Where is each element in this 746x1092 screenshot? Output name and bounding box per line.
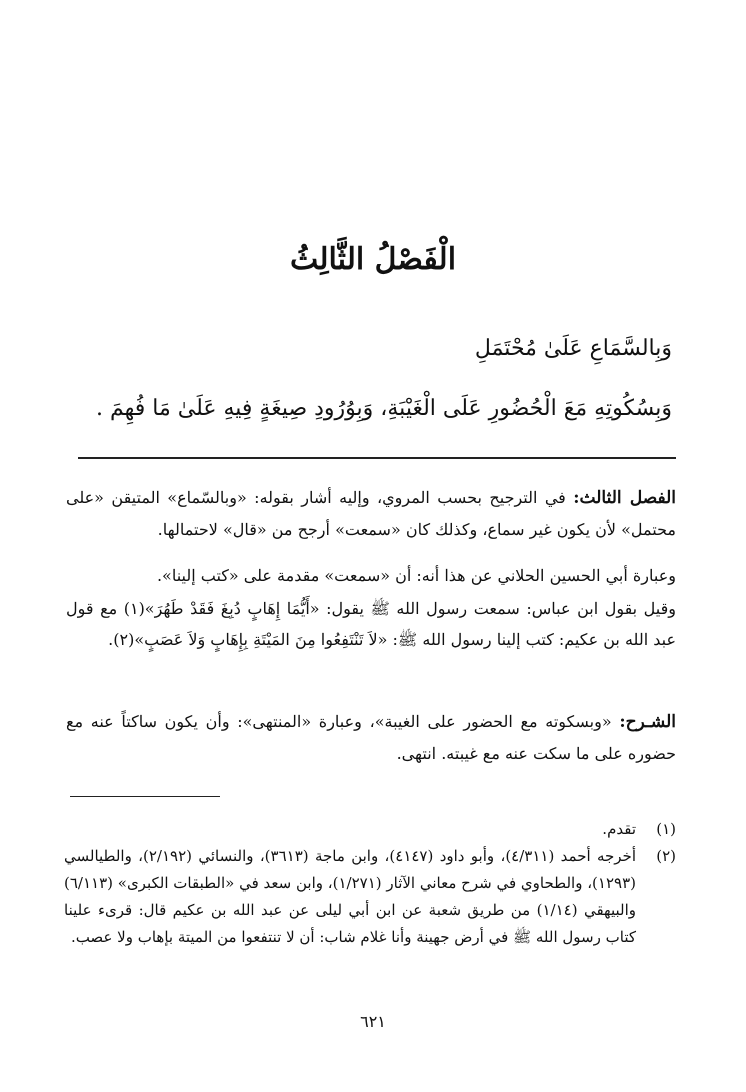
footnote-item [64,843,676,951]
verse-line-1: وَبِالسَّمَاعِ عَلَىٰ مُحْتَمَلِ [474,336,672,361]
paragraph-text: في الترجيح بحسب المروي، وإليه أشار بقوله: «وبالسّماع» المتيقن «على محتمل» لأن يكون غير سماع، وكذلك كان «سمعت» أرجح من «قال» لاحتمالها. [66,488,676,539]
section-label: الفصل الثالث: [573,488,676,508]
footnote-number: (٢) [656,847,676,865]
footnote-text: تقدم. [602,820,636,838]
commentary-paragraph-2: وعبارة أبي الحسين الحلاني عن هذا أنه: أن «سمعت» مقدمة على «كتب إلينا». [156,566,676,585]
commentary-paragraph-3: وقيل بقول ابن عباس: سمعت رسول الله ﷺ يقول: «أَيُّمَا إِهَابٍ دُبِغَ فَقَدْ طَهُرَ»(١) مع قول عبد الله بن عكيم: كتب إلينا رسول الله ﷺ: «لاَ تَنْتَفِعُوا مِنَ المَيْتَةِ بِإِهَابٍ وَلاَ عَصَبٍ»(٢). [66,599,676,649]
page-number: ٦٢١ [360,1012,386,1031]
verse-line-2: وَبِسُكُوتِهِ مَعَ الْحُضُورِ عَلَى الْغَيْبَةِ، وَبِوُرُودِ صِيغَةٍ فِيهِ عَلَىٰ مَا فُهِمَ . [95,396,672,421]
footnotes [64,816,676,951]
footnote-item [64,816,676,843]
chapter-title: الْفَصْلُ الثَّالِثُ [289,242,457,277]
explanation-label: الشـرح: [619,712,676,732]
commentary-paragraph-4 [66,706,676,769]
footnote-text: أخرجه أحمد (٤/٣١١)، وأبو داود (٤١٤٧)، وابن ماجة (٣٦١٣)، والنسائي (٢/١٩٢)، والطيالسي (١٢٩٣)، والطحاوي في شرح معاني الآثار (١/٢٧١)، وابن سعد في «الطبقات الكبرى» (٦/١١٣) والبيهقي (١/١٤) من طريق شعبة عن ابن أبي ليلى عن عبد الله بن عكيم قال: قرىء علينا كتاب رسول الله ﷺ في أرض جهينة وأنا غلام شاب: أن لا تنتفعوا من الميتة بإهاب ولا عصب. [64,847,636,946]
section-divider [78,457,676,459]
footnote-divider [70,796,220,797]
paragraph-text: «وبسكوته مع الحضور على الغيبة»، وعبارة «المنتهى»: وأن يكون ساكتاً عنه مع حضوره على ما سكت عنه مع غيبته. انتهى. [66,712,676,763]
footnote-number: (١) [656,820,676,838]
commentary-paragraph-1 [66,482,676,545]
